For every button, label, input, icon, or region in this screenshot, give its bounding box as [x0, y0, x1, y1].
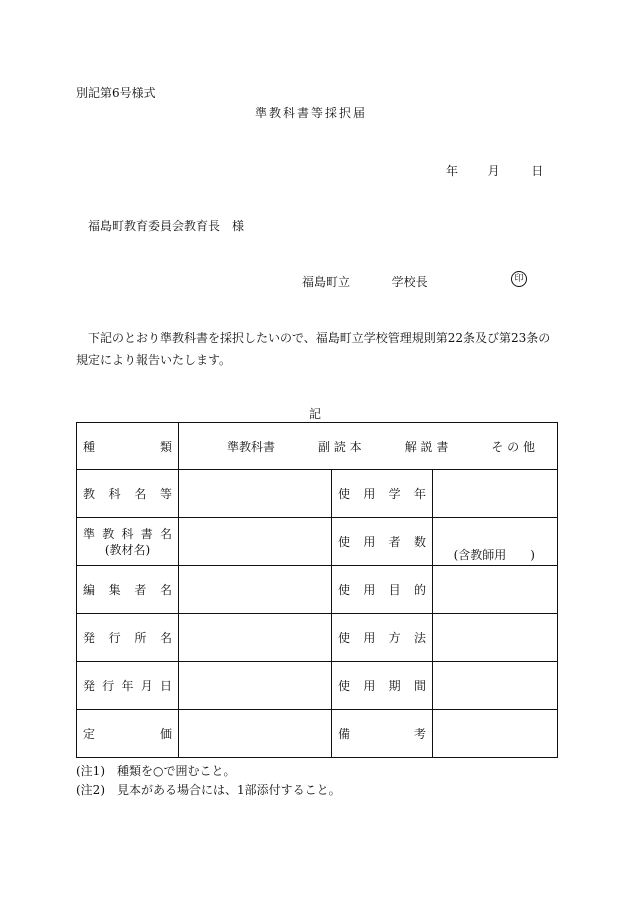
row-label-cell	[77, 566, 179, 614]
row-label-cell	[332, 710, 433, 758]
teacher-count-note: (含教師用 )	[453, 548, 535, 562]
entry-cell[interactable]	[433, 662, 558, 710]
row-label: 備 考	[338, 727, 426, 741]
row-label: 使 用 方 法	[338, 631, 426, 645]
date-year: 年	[446, 164, 459, 178]
entry-cell[interactable]	[179, 710, 332, 758]
row-label-cell	[332, 566, 433, 614]
row-label: 教 科 名 等	[83, 487, 172, 501]
type-label-char-2: 類	[159, 439, 172, 454]
entry-cell[interactable]	[179, 470, 332, 518]
row-label: 使 用 目 的	[338, 583, 426, 597]
row-label: 準 教 科 書 名 (教材名)	[83, 526, 172, 557]
row-label: 編 集 者 名	[83, 583, 172, 597]
table-row	[77, 614, 558, 662]
table-row	[77, 470, 558, 518]
entry-cell[interactable]	[433, 470, 558, 518]
row-label: 使 用 者 数	[338, 535, 426, 549]
row-label-cell	[332, 614, 433, 662]
entry-cell[interactable]	[179, 518, 332, 566]
row-label-cell	[332, 470, 433, 518]
row-label-sub: (教材名)	[104, 542, 151, 557]
report-form-table	[76, 422, 558, 758]
row-label-cell	[77, 662, 179, 710]
entry-cell[interactable]	[433, 614, 558, 662]
table-row	[77, 662, 558, 710]
note-2: (注2) 見本がある場合には、1部添付すること。	[76, 783, 341, 797]
row-label: 発 行 所 名	[83, 631, 172, 645]
row-label-cell	[332, 518, 433, 566]
sender	[302, 273, 428, 290]
table-row	[77, 423, 558, 470]
date-line	[446, 162, 543, 179]
row-label-cell	[77, 614, 179, 662]
row-label: 使 用 学 年	[338, 487, 426, 501]
row-label: 定 価	[83, 727, 172, 741]
body-text: 下記のとおり準教科書を採択したいので、福島町立学校管理規則第22条及び第23条の規定により報告いたします。	[76, 331, 551, 367]
document-title: 準教科書等採択届	[255, 106, 368, 120]
entry-cell[interactable]	[179, 662, 332, 710]
row-label: 発 行 年 月 日	[83, 679, 172, 693]
addressee: 福島町教育委員会教育長 様	[88, 219, 245, 233]
note-1: (注1) 種類を○で囲むこと。	[76, 764, 236, 778]
entry-cell[interactable]	[433, 710, 558, 758]
entry-cell[interactable]	[433, 566, 558, 614]
row-label: 使 用 期 間	[338, 679, 426, 693]
entry-cell[interactable]	[179, 566, 332, 614]
entry-cell[interactable]	[179, 614, 332, 662]
ki-heading: 記	[309, 407, 322, 421]
type-option[interactable]: 副 読 本	[318, 439, 362, 454]
entry-cell[interactable]	[433, 518, 558, 566]
type-options-cell[interactable]	[179, 423, 558, 470]
date-day: 日	[531, 164, 544, 178]
seal-icon: 印	[511, 271, 527, 287]
row-label-cell	[332, 662, 433, 710]
type-option[interactable]: そ の 他	[491, 439, 535, 454]
form-number: 別記第6号様式	[76, 86, 156, 100]
table-row	[77, 710, 558, 758]
row-label-cell	[77, 470, 179, 518]
table-row	[77, 518, 558, 566]
type-label-cell	[77, 423, 179, 470]
row-label-cell	[77, 518, 179, 566]
sender-school: 福島町立	[302, 275, 351, 289]
type-option[interactable]: 準教科書	[227, 439, 276, 454]
type-option[interactable]: 解 説 書	[404, 439, 449, 454]
table-row	[77, 566, 558, 614]
sender-principal: 学校長	[391, 275, 428, 289]
row-label-cell	[77, 710, 179, 758]
date-month: 月	[487, 164, 500, 178]
type-label-char-1: 種	[83, 439, 96, 454]
